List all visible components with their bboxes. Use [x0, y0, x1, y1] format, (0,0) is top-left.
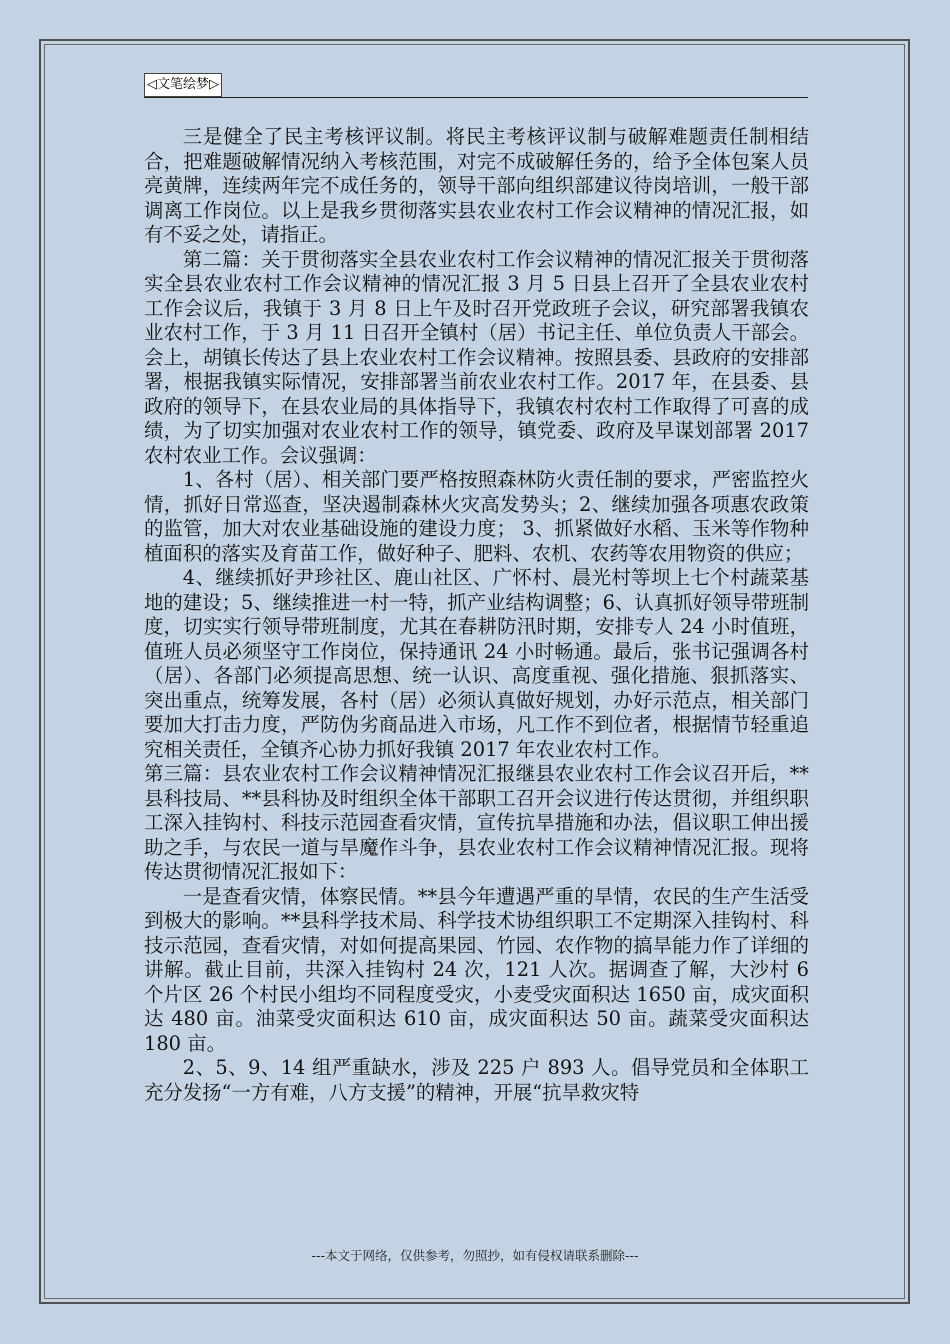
paragraph-6: 一是查看灾情，体察民情。**县今年遭遇严重的旱情，农民的生产生活受到极大的影响。**县科学技术局、科学技术协组织职工不定期深入挂钩村、科技示范园，查看灾情，对如何提高果园、竹园、农作物的搞旱能力作了详细的讲解。截止目前，共深入挂钩村 24 次，121 人次。据调查了解，大沙村 6 个片区 26 个村民小组均不同程度受灾，小麦受灾面积达 1650 亩，成灾面积达 480 亩。油菜受灾面积达 610 亩，成灾面积达 50 亩。蔬菜受灾面积达 180 亩。: [144, 884, 809, 1055]
paragraph-3: 1、各村（居）、相关部门要严格按照森林防火责任制的要求，严密监控火情，抓好日常巡查，坚决遏制森林火灾高发势头；2、继续加强各项惠农政策的监管，加大对农业基础设施的建设力度； 3、抓紧做好水稻、玉米等作物种植面积的落实及育苗工作，做好种子、肥料、农机、农药等农用物资的供应；: [144, 468, 809, 565]
paragraph-4: 4、继续抓好尹珍社区、鹿山社区、广怀村、晨光村等坝上七个村蔬菜基地的建设；5、继续推进一村一特，抓产业结构调整；6、认真抓好领导带班制度，切实实行领导带班制度，尤其在春耕防汛时期，安排专人 24 小时值班，值班人员必须坚守工作岗位，保持通讯 24 小时畅通。最后，张书记强调各村（居）、各部门必须提高思想、统一认识、高度重视、强化措施、狠抓落实、突出重点，统筹发展，各村（居）必须认真做好规划，办好示范点，相关部门要加大打击力度，严防伪劣商品进入市场，凡工作不到位者，根据情节轻重追究相关责任，全镇齐心协力抓好我镇 2017 年农业农村工作。: [144, 566, 809, 761]
document-body: [144, 125, 809, 1105]
footer-disclaimer: ---本文于网络，仅供参考，勿照抄，如有侵权请联系删除---: [311, 1248, 639, 1263]
paragraph-7: 2、5、9、14 组严重缺水，涉及 225 户 893 人。倡导党员和全体职工充分发扬“一方有难，八方支援”的精神，开展“抗旱救灾特: [144, 1056, 809, 1104]
paragraph-1: 三是健全了民主考核评议制。将民主考核评议制与破解难题责任制相结合，把难题破解情况纳入考核范围，对完不成破解任务的，给予全体包案人员亮黄牌，连续两年完不成任务的，领导干部向组织部建议待岗培训，一般干部调离工作岗位。以上是我乡贯彻落实县农业农村工作会议精神的情况汇报，如有不妥之处，请指正。: [144, 125, 809, 246]
paragraph-5: 第三篇：县农业农村工作会议精神情况汇报继县农业农村工作会议召开后，**县科技局、**县科协及时组织全体干部职工召开会议进行传达贯彻，并组织职工深入挂钩村、科技示范园查看灾情，宣传抗旱措施和办法，倡议职工伸出援助之手，与农民一道与旱魔作斗争，县农业农村工作会议精神情况汇报。现将传达贯彻情况汇报如下：: [144, 762, 809, 883]
header-divider: [144, 97, 808, 98]
paragraph-2: 第二篇：关于贯彻落实全县农业农村工作会议精神的情况汇报关于贯彻落实全县农业农村工作会议精神的情况汇报 3 月 5 日县上召开了全县农业农村工作会议后，我镇于 3 月 8 日上午及时召开党政班子会议，研究部署我镇农业农村工作，于 3 月 11 日召开全镇村（居）书记主任、单位负责人干部会。会上，胡镇长传达了县上农业农村工作会议精神。按照县委、县政府的安排部署，根据我镇实际情况，安排部署当前农业农村工作。2017 年，在县委、县政府的领导下，在县农业局的具体指导下，我镇农村农村工作取得了可喜的成绩，为了切实加强对农业农村工作的领导，镇党委、政府及早谋划部署 2017 农村农业工作。会议强调：: [144, 247, 809, 467]
header-tag: ◁文笔绘梦▷: [144, 73, 222, 97]
